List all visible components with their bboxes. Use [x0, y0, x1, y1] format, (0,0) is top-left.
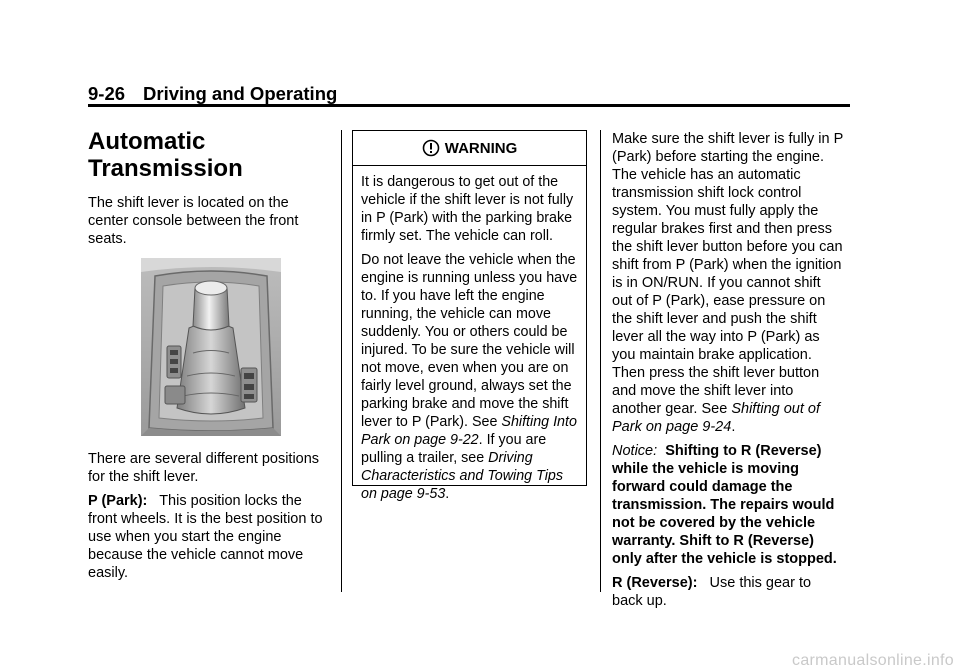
section-title: Driving and Operating [143, 83, 338, 104]
warning-paragraph-1: It is dangerous to get out of the vehicle if the shift lever is not fully in P (Park) with the parking brake firmly set. The vehicle can roll. [361, 174, 574, 244]
warning-heading: WARNING [444, 139, 518, 157]
shift-lever-illustration [141, 258, 281, 436]
notice-label: Notice: [612, 443, 658, 459]
reverse-paragraph [612, 574, 844, 610]
warning-para2-end: . [445, 486, 450, 502]
shifting-into-park-link[interactable]: Shifting Into Park on page 9-22 [361, 414, 577, 448]
shift-lock-text: Make sure the shift lever is fully in P (Park) before starting the engine. The vehicle has an automatic transmission shift lock control system. You must fully apply the regular brakes first and then press the shift lever button before you can shift from P (Park) when the ignition is in ON/RUN. If you cannot shift out of P (Park), ease pressure on the shift lever and push the shift lever all the way into P (Park) as you maintain brake application. Then press the shift lever button and move the shift lever into another gear. See [612, 131, 844, 417]
warning-para2-mid: . If you are pulling a trailer, see [361, 432, 547, 466]
positions-paragraph: There are several different positions for the shift lever. [88, 451, 320, 485]
park-text: This position locks the front wheels. It is the best position to use when you start the engine because the vehicle cannot move easily. [88, 493, 323, 581]
reverse-text: Use this gear to back up. [612, 575, 812, 609]
warning-header [353, 131, 586, 166]
right-column [612, 130, 844, 616]
left-column [88, 128, 332, 254]
heading-line-1: Automatic [88, 128, 206, 155]
warning-body [353, 166, 586, 503]
page-number: 9-26 [88, 83, 126, 104]
intro-paragraph: The shift lever is located on the center console between the front seats. [88, 195, 299, 247]
left-column-lower [88, 450, 332, 588]
page-header [88, 84, 337, 104]
warning-box [352, 130, 587, 502]
park-label: P (Park): [88, 493, 148, 509]
shifting-out-of-park-link[interactable]: Shifting out of Park on page 9-24 [612, 401, 820, 435]
reverse-label: R (Reverse): [612, 575, 698, 591]
park-paragraph [88, 492, 332, 582]
column-divider-right [600, 130, 601, 592]
notice-paragraph [612, 442, 844, 568]
section-heading [88, 128, 332, 182]
warning-paragraph-2 [361, 251, 579, 503]
warning-icon [422, 139, 440, 157]
column-divider-left [341, 130, 342, 592]
shift-lock-paragraph [612, 130, 844, 436]
towing-tips-link[interactable]: Driving Characteristics and Towing Tips on page 9-53 [361, 450, 563, 502]
header-rule [88, 104, 850, 107]
warning-para2-text: Do not leave the vehicle when the engine is running unless you have to. If you have left the engine running, the vehicle can move suddenly. You or others could be injured. To be sure the vehicle will not move, even when you are on fairly level ground, always set the parking brake and move the shift lever to P (Park). See [361, 252, 578, 430]
watermark: carmanualsonline.info [792, 652, 954, 669]
notice-text: Shifting to R (Reverse) while the vehicle is moving forward could damage the transmission. The repairs would not be covered by the vehicle warranty. Shift to R (Reverse) only after the vehicle is stopped. [612, 443, 837, 567]
shift-lock-end: . [731, 419, 736, 435]
heading-line-2: Transmission [88, 155, 243, 182]
